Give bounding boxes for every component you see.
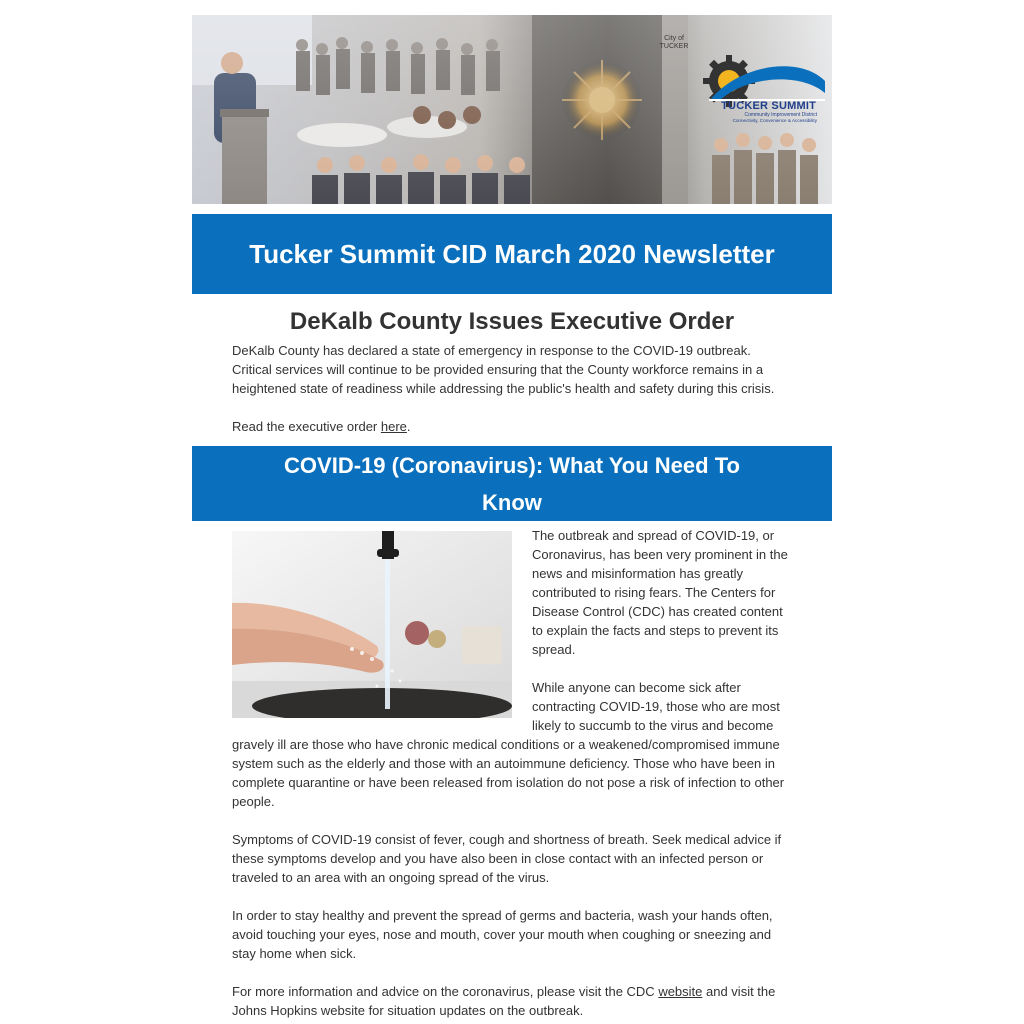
executive-order-read-line	[232, 417, 792, 436]
logo-tagline: Connectivity, Convenience & Accessibility	[732, 118, 817, 123]
covid-paragraph-3: Symptoms of COVID-19 consist of fever, cough and shortness of breath. Seek medical advice if these symptoms develop and you have also been in close contact with an infected person or traveled to an area with an ongoing spread of the virus.	[232, 832, 782, 885]
covid-paragraph-1: The outbreak and spread of COVID-19, or Coronavirus, has been very prominent in the news and misinformation has greatly contributed to rising fears. The Centers for Disease Control (CDC) has created content to explain the facts and steps to prevent its spread.	[532, 528, 788, 657]
executive-order-here-link[interactable]: here	[380, 419, 407, 434]
header-collage-image	[192, 15, 832, 204]
executive-order-body: DeKalb County has declared a state of emergency in response to the COVID-19 outbreak. Critical services will continue to be provided ensuring that the County workforce remains in a heightened state of readiness while addressing the public's health and safety during this crisis.	[232, 343, 775, 396]
logo-subtitle: Community Improvement District	[744, 112, 817, 118]
read-prefix: Read the executive order	[232, 419, 381, 434]
logo-name: TUCKER SUMMIT	[721, 100, 816, 112]
newsletter-title-bar	[192, 214, 832, 294]
cdc-prefix: For more information and advice on the coronavirus, please visit the CDC	[232, 984, 659, 999]
covid-heading-bar	[192, 446, 832, 521]
executive-order-heading: DeKalb County Issues Executive Order	[289, 308, 735, 335]
handwashing-illustration	[232, 531, 512, 718]
read-suffix: .	[406, 419, 411, 434]
covid-paragraph-2-full: gravely ill are those who have chronic medical conditions or a weakened/compromised immune system such as the elderly and those with an autoimmune deficiency. Those who have been in complete quarantine or have been released from isolation do not pose a risk of infection to other people.	[232, 737, 785, 809]
collage-sign-text: City of TUCKER	[659, 35, 689, 50]
newsletter-title: Tucker Summit CID March 2020 Newsletter	[249, 238, 775, 269]
covid-paragraph-5	[232, 982, 794, 1020]
covid-paragraph-2-wrapped: While anyone can become sick after contracting COVID-19, those who are most likely to succumb to the virus and become	[532, 680, 780, 733]
covid-heading: COVID-19 (Coronavirus): What You Need To Know	[284, 452, 740, 515]
cdc-suffix: and visit the Johns Hopkins website for situation updates on the outbreak.	[232, 984, 776, 1018]
cdc-website-link[interactable]: website	[658, 984, 703, 999]
covid-paragraph-4: In order to stay healthy and prevent the spread of germs and bacteria, wash your hands often, avoid touching your eyes, nose and mouth, cover your mouth when coughing or sneezing and stay home when sick.	[232, 908, 773, 961]
handwashing-photo	[232, 531, 512, 718]
